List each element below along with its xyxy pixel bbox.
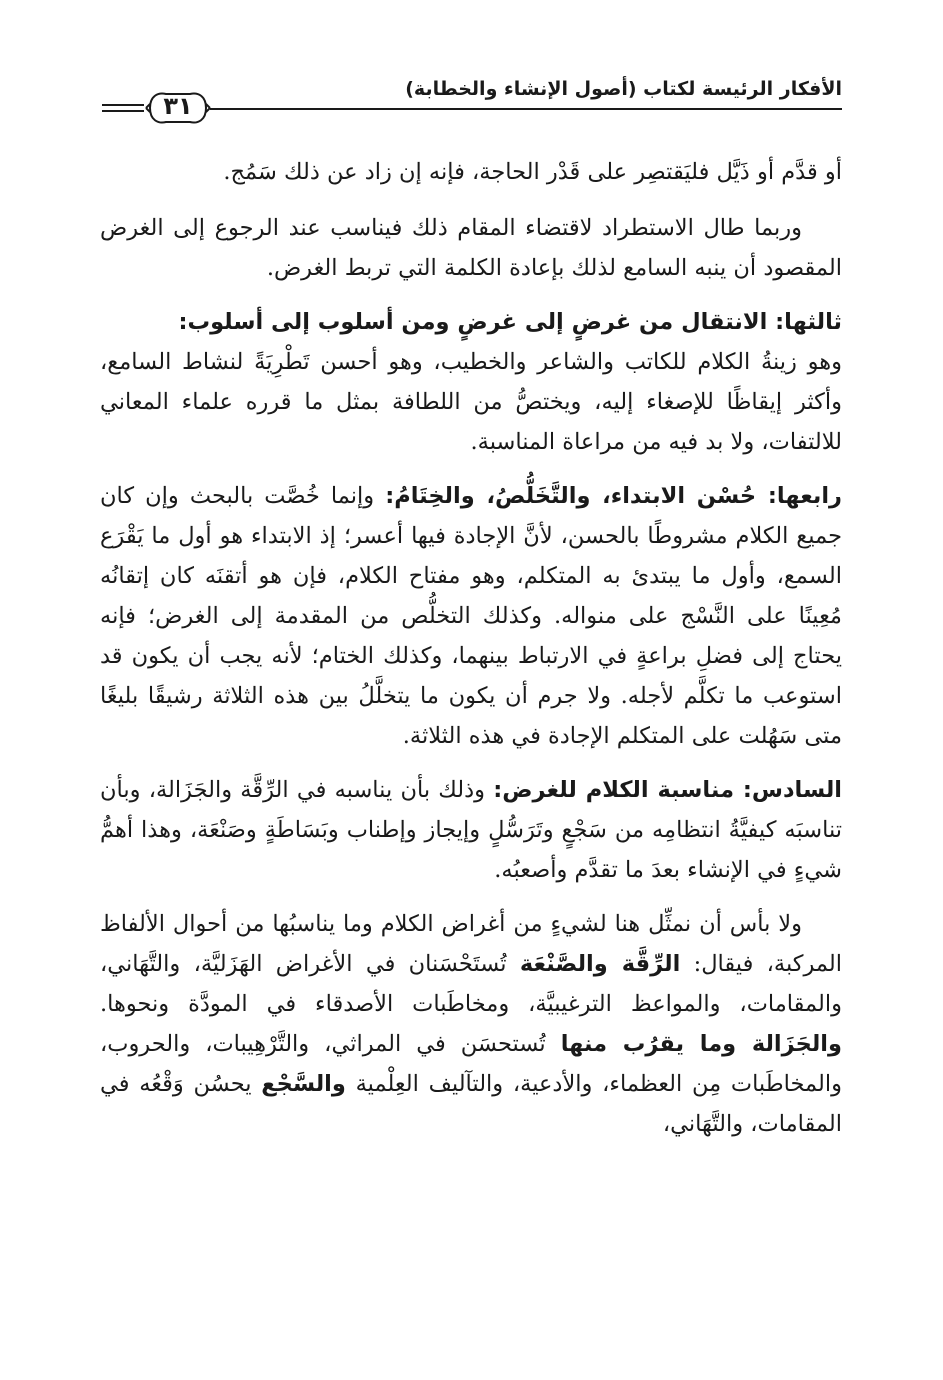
page-body [100,152,842,1158]
paragraph-2: وربما طال الاستطراد لاقتضاء المقام ذلك فيناسب عند الرجوع إلى الغرض المقصود أن ينبه السامع لذلك بإعادة الكلمة التي تربط الغرض. [100,215,842,281]
term-sajc: والسَّجْع [261,1071,346,1097]
header-rule-left-lower [102,110,144,112]
paragraph-3-text: وهو زينةُ الكلام للكاتب والشاعر والخطيب، وهو أحسن تَطْرِيَةً لنشاط السامع، وأكثر إيقاظًا للإصغاء إليه، ويختصُّ من اللطافة بمثل ما قرره علماء المعاني للالتفات، ولا بد فيه من مراعاة المناسبة. [100,349,842,455]
paragraph-4 [100,476,842,756]
page-header [100,70,842,130]
paragraph-6-part-4: يحسُن وَقْعُه في المقامات، والتَّهَاني، [100,1071,842,1137]
paragraph-5 [100,770,842,890]
term-riqqa: الرِّقَّة والصَّنْعَة [519,951,681,977]
term-jazala: والجَزَالة وما يقرُب منها [560,1031,842,1057]
paragraph-6-intro: ولا بأس أن نمثِّل هنا لشيءٍ من أغراض الكلام وما يناسبُها من أحوال الألفاظ المركبة، فيقال: [100,911,843,977]
paragraph-5-text: وذلك بأن يناسبه في الرِّقَّة والجَزَالة، وبأن تناسبَه كيفيَّةُ انتظامِه من سَجْعٍ وتَرَسُّلٍ وإيجاز وإطناب وبَسَاطَةٍ وصَنْعَة، وهذا أهمُّ شيءٍ في الإنشاء بعدَ ما تقدَّم وأصعبُه. [100,777,842,883]
paragraph-6-part-2: تُستَحْسَنان في الأغراض الهَزَليَّة، والتَّهَاني، والمقامات، والمواعظ الترغيبيَّة، ومخاطَبات الأصدقاء في المودَّة ونحوها. [100,951,842,1017]
running-title: الأفكار الرئيسة لكتاب (أصول الإنشاء والخطابة) [405,78,842,100]
header-rule [210,108,842,110]
paragraph-3 [100,302,842,462]
header-rule-left-upper [102,104,144,106]
section-heading-third: ثالثها: الانتقال من غرضٍ إلى غرضٍ ومن أسلوب إلى أسلوب: [178,309,842,335]
section-heading-sixth: السادس: مناسبة الكلام للغرض: [493,777,843,803]
paragraph-6 [100,904,842,1144]
paragraph-4-text: وإنما خُصَّت بالبحث وإن كان جميع الكلام مشروطًا بالحسن، لأنَّ الإجادة فيها أعسر؛ إذ الابتداء هو أول ما يَقْرَع السمع، وأول ما يبتدئ به المتكلم، وهو مفتاح الكلام، فإن هو أتقنَه كان إتقانُه مُعِينًا على النَّسْج على منواله. وكذلك التخلُّص من المقدمة إلى الغرض؛ فإنه يحتاج إلى فضلِ براعةٍ في الارتباط بينهما، وكذلك الختام؛ لأنه يجب أن يكون قد استوعب ما تكلَّم لأجله. ولا جرم أن يكون ما يتخلَّلُ بين هذه الثلاثة رشيقًا بليغًا متى سَهُلت على المتكلم الإجادة في هذه الثلاثة. [100,483,842,749]
page-number: ٣١ [163,92,193,120]
paragraph-6-part-3: تُستحسَن في المراثي، والتَّرْهِيبات، والحروب، والمخاطَبات مِن العظماء، والأدعية، والتآليف العِلْمية [100,1031,842,1097]
page-number-badge [144,88,212,126]
paragraph-1: أو قدَّم أو ذَيَّل فليَقتصِر على قَدْر الحاجة، فإنه إن زاد عن ذلك سَمُج. [223,159,842,185]
section-heading-fourth: رابعها: حُسْن الابتداء، والتَّخَلُّصُ، والخِتَامُ: [385,483,843,509]
